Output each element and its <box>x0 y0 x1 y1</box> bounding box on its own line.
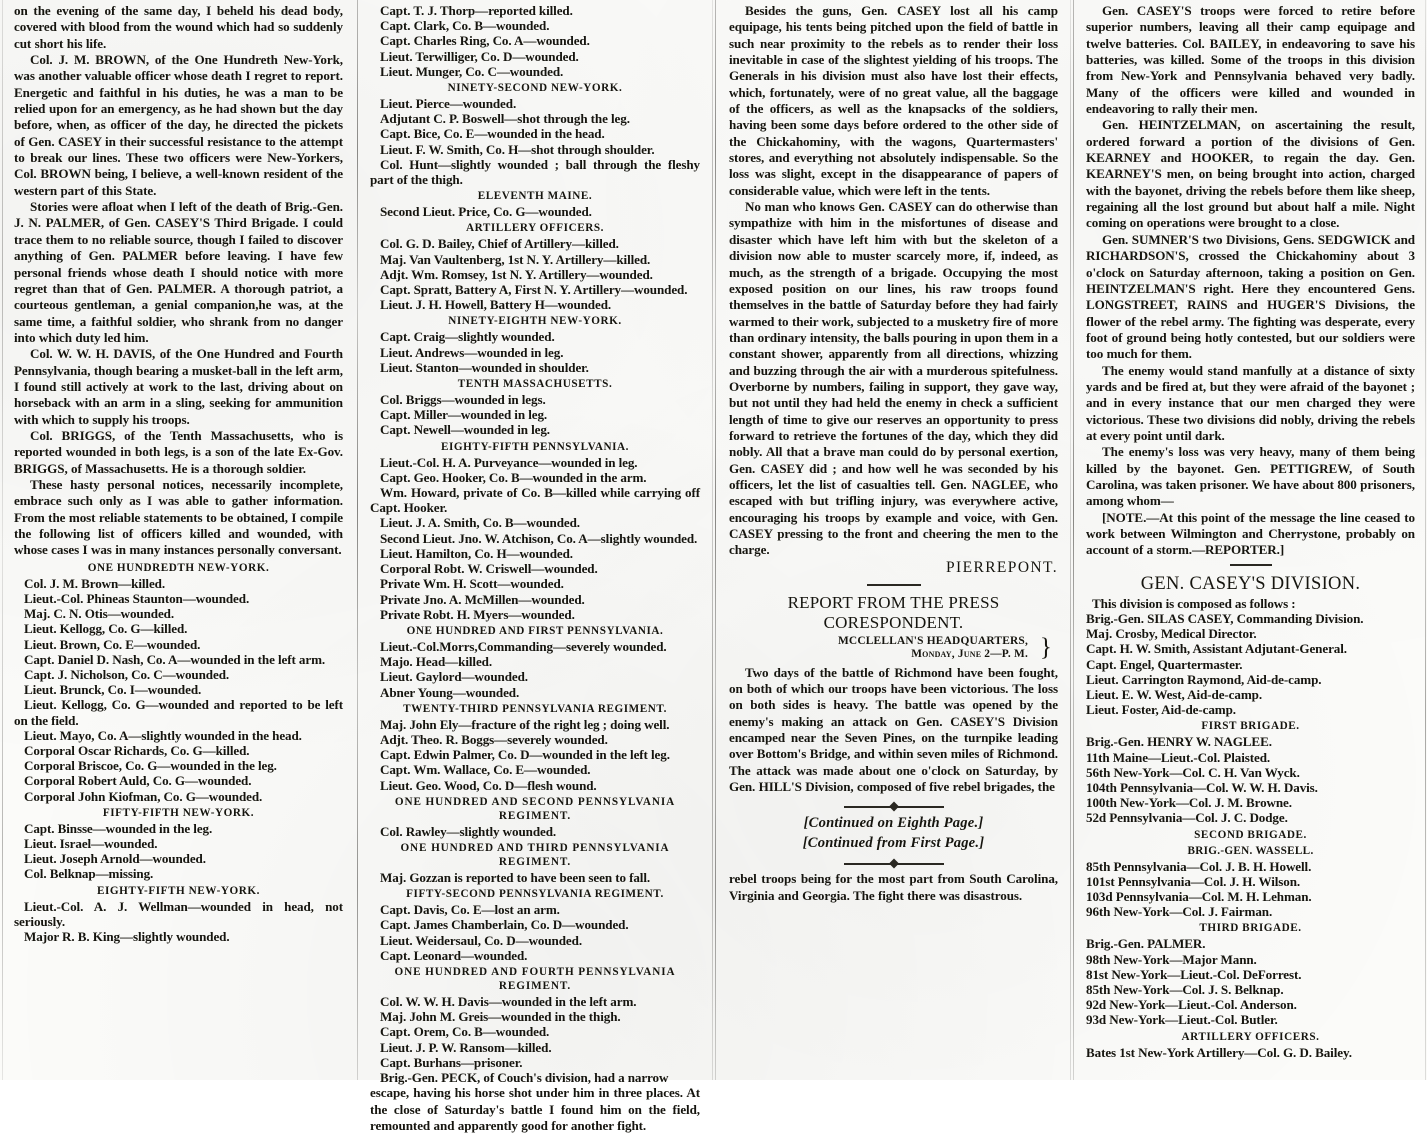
regiment-heading: TENTH MASSACHUSETTS. <box>457 378 613 391</box>
casualty-entry: Lieut. Pierce—wounded. <box>380 96 517 112</box>
casualty-entry: Capt. Charles Ring, Co. A—wounded. <box>380 33 590 49</box>
staff-entry: Lieut. E. W. West, Aid-de-camp. <box>1086 686 1262 702</box>
paragraph: Col. J. M. BROWN, of the One Hundreth New-York, was another valuable officer whose death I regret to report. Energetic and faithful in his duties, he was a man to be relied upon for an emergency, as he had shown but the day before, when, as officer of the day, he directed the pickets of Gen. CASEY in their successful resistance to the attempt to break our lines. These two officers were New-Yorkers, Col. BROWN being, I believe, a well-known resident of the western part of this State. <box>14 52 343 198</box>
paragraph: No man who knows Gen. CASEY can do otherwise than sympathize with him in the misfortunes of disease and disaster which have left him with but the skeleton of a division now able to muster scarcely more, if, indeed, as much, as the strength of a brigade. Occupying the most exposed position on our lines, his raw troops found themselves in the battle of Saturday before they had fairly warmed to their work, subjected to a musketry fire of more than ordinary intensity, the balls pouring in upon them in a constant shower, apparently from all directions, whizzing and buzzing through the air with a murderous spitefulness. Overborne by numbers, failing in support, they gave way, but not until they had held the enemy in check a sufficient length of time to give our reserves an opportunity to press forward to retrieve the fortunes of the day, which they did nobly. All that a brave man could do by personal exertion, Gen. CASEY did ; and how well he was seconded by his officers, let the list of casualties tell. Gen. NAGLEE, who escaped with but trifling injury, was everywhere active, encouraging his troops by example and voice, with Gen. CASEY pressing to the front and cheering the men to the charge. <box>729 199 1058 558</box>
casualty-entry: Wm. Howard, private of Co. B—killed while carrying off Capt. Hooker. <box>370 485 700 516</box>
casualty-entry: Col. G. D. Bailey, Chief of Artillery—killed. <box>380 236 619 252</box>
casualty-entry: Maj. John Ely—fracture of the right leg ; doing well. <box>380 716 670 732</box>
casualty-entry: Col. W. W. H. Davis—wounded in the left arm. <box>380 993 637 1009</box>
casualty-entry: Majo. Head—killed. <box>380 654 493 670</box>
casualty-entry: Capt. Clark, Co. B—wounded. <box>380 18 550 34</box>
casualty-entry: Capt. T. J. Thorp—reported killed. <box>380 3 573 18</box>
regiment-heading: ONE HUNDRED AND SECOND PENNSYLVANIA REGIMENT. <box>394 795 676 822</box>
casualty-entry: Lieut. Kellogg, Co. G—wounded and reported to be left on the field. <box>14 697 343 728</box>
brigade-commander: BRIG.-GEN. WASSELL. <box>1187 844 1314 857</box>
casualty-entry: Corporal John Kiofman, Co. G—wounded. <box>24 788 263 804</box>
casualty-entry: Lieut. Gaylord—wounded. <box>380 669 528 685</box>
paragraph: The enemy's loss was very heavy, many of them being killed by the bayonet. Gen. PETTIGREW, of South Carolina, was taken prisoner. We have about 800 prisoners, among whom— <box>1086 444 1415 509</box>
editor-note: [NOTE.—At this point of the message the line ceased to work between Wilmington and Cherrystone, probably on account of a storm.—REPORTER.] <box>1086 509 1415 558</box>
casualty-entry: Capt. Edwin Palmer, Co. D—wounded in the left leg. <box>380 747 670 763</box>
paragraph: Gen. HEINTZELMAN, on ascertaining the result, ordered forward a portion of the divisions of Gen. KEARNEY and HOOKER, to regain the day. Gen. KEARNEY'S men, on being brought into action, charged with the bayonet, driving the rebels before them like sheep, regaining all the lost ground but about half a mile. Night coming on operations were brought to a close. <box>1086 117 1415 231</box>
casualty-list <box>14 821 343 882</box>
continued-from-note: [Continued from First Page.] <box>802 835 985 852</box>
casualty-entry: Lieut. Israel—wounded. <box>24 835 158 851</box>
regiment-heading: FIFTY-SECOND PENNSYLVANIA REGIMENT. <box>406 888 664 901</box>
casualty-entry: Lieut. Andrews—wounded in leg. <box>380 344 564 360</box>
casualty-entry: Lieut.-Col.Morrs,Commanding—severely wounded. <box>380 638 667 654</box>
casualty-entry: Lieut.-Col. H. A. Purveyance—wounded in leg. <box>380 454 638 470</box>
paragraph: rebel troops being for the most part from South Carolina, Virginia and Georgia. The fight there was disastrous. <box>729 871 1058 903</box>
casualty-entry: Lieut. Brunck, Co. I—wounded. <box>24 682 202 698</box>
casualty-entry: Lieut. Joseph Arnold—wounded. <box>24 851 206 867</box>
division-intro: This division is composed as follows : <box>1092 595 1296 611</box>
newspaper-column-2 <box>356 0 714 1133</box>
casualty-entry: Lieut. J. H. Howell, Battery H—wounded. <box>380 297 612 313</box>
paragraph: The enemy would stand manfully at a distance of sixty yards and be fired at, but they were afraid of the bayonet ; and in every instance that our men charged they were victorious. These two divisions did nobly, driving the rebels at every point until dark. <box>1086 362 1415 443</box>
casualty-entry: Capt. James Chamberlain, Co. D—wounded. <box>380 917 629 933</box>
unit-entry: 85th Pennsylvania—Col. J. B. H. Howell. <box>1086 858 1312 874</box>
brigade-heading: FIRST BRIGADE. <box>1201 720 1300 733</box>
regiment-heading: NINETY-EIGHTH NEW-YORK. <box>448 315 622 328</box>
casualty-list <box>370 639 700 700</box>
casualty-list <box>370 717 700 793</box>
regiment-heading: FIFTY-FIFTH NEW-YORK. <box>102 806 255 819</box>
casualty-entry: Corporal Robt. W. Criswell—wounded. <box>380 561 598 577</box>
unit-entry: 11th Maine—Lieut.-Col. Plaisted. <box>1086 749 1271 765</box>
casualty-entry: Capt. Wm. Wallace, Co. E—wounded. <box>380 762 591 778</box>
dateline <box>729 635 1058 662</box>
casualty-entry: Lieut. Hamilton, Co. H—wounded. <box>380 545 573 561</box>
unit-entry: 100th New-York—Col. J. M. Browne. <box>1086 795 1292 811</box>
paragraph: Col. BRIGGS, of the Tenth Massachusetts, who is reported wounded in both legs, is a son of the late Ex-Gov. BRIGGS, of Massachusetts. He is a thorough soldier. <box>14 427 343 476</box>
casualty-entry: Major R. B. King—slightly wounded. <box>24 928 230 944</box>
casualty-entry: Lieut. Stanton—wounded in shoulder. <box>380 359 589 375</box>
staff-entry: Capt. H. W. Smith, Assistant Adjutant-General. <box>1086 641 1347 657</box>
brigade-heading: THIRD BRIGADE. <box>1199 922 1302 935</box>
division-staff-list <box>1086 611 1415 717</box>
casualty-entry: Second Lieut. Jno. W. Atchison, Co. A—slightly wounded. <box>380 530 698 546</box>
casualty-list <box>14 899 343 945</box>
casualty-entry: Private Robt. H. Myers—wounded. <box>380 606 575 622</box>
casualty-entry: Col. Hunt—slightly wounded ; ball through the fleshy part of the thigh. <box>370 156 700 188</box>
casualty-list <box>370 329 700 375</box>
casualty-entry: Lieut. Terwilliger, Co. D—wounded. <box>380 48 579 64</box>
casualty-entry: Capt. Bice, Co. E—wounded in the head. <box>380 126 605 142</box>
casualty-entry: Adjutant C. P. Boswell—shot through the leg. <box>380 111 630 127</box>
casualty-list <box>370 236 700 312</box>
unit-entry: 104th Pennsylvania—Col. W. W. H. Davis. <box>1086 779 1318 795</box>
unit-entry: 93d New-York—Lieut.-Col. Butler. <box>1086 1012 1278 1028</box>
brigade-heading: SECOND BRIGADE. <box>1194 828 1307 841</box>
paragraph: Gen. SUMNER'S two Divisions, Gens. SEDGWICK and RICHARDSON'S, crossed the Chickahominy about 3 o'clock on Saturday afternoon, taking a position on Gen. HEINTZELMAN'S right. Here they encountered Gens. LONGSTREET, RAINS and HUGER'S Divisions, the flower of the rebel army. The fighting was desperate, every foot of ground being hotly contested, but our soldiers were too much for them. <box>1086 231 1415 362</box>
division-intro-list <box>1086 596 1415 611</box>
regiment-heading: ONE HUNDRED AND THIRD PENNSYLVANIA REGIMENT. <box>400 841 670 868</box>
unit-entry: Brig.-Gen. HENRY W. NAGLEE. <box>1086 734 1272 750</box>
divider-rule <box>867 584 921 586</box>
unit-entry: 81st New-York—Lieut.-Col. DeForrest. <box>1086 966 1302 982</box>
brigade-unit-list <box>1086 859 1415 920</box>
unit-entry: 98th New-York—Major Mann. <box>1086 951 1257 967</box>
regiment-heading: ONE HUNDRED AND FIRST PENNSYLVANIA. <box>406 624 664 637</box>
casualty-entry: Lieut. Munger, Co. C—wounded. <box>380 63 564 79</box>
paragraph: These hasty personal notices, necessarily incomplete, embrace such only as I was able to gather information. From the most reliable statements to be obtained, I compile the following list of officers killed and wounded, with whose cases I was in many instances personally conversant. <box>14 476 343 558</box>
casualty-entry: Col. Briggs—wounded in legs. <box>380 392 546 408</box>
staff-entry: Lieut. Foster, Aid-de-camp. <box>1086 702 1236 718</box>
staff-entry: Lieut. Carrington Raymond, Aid-de-camp. <box>1086 671 1322 687</box>
newspaper-column-1 <box>0 0 356 1080</box>
unit-entry: 101st Pennsylvania—Col. J. H. Wilson. <box>1086 873 1301 889</box>
casualty-list <box>370 392 700 438</box>
casualty-entry: Capt. Newell—wounded in leg. <box>380 422 550 438</box>
casualty-entry: Lieut. Kellogg, Co. G—killed. <box>24 621 188 637</box>
unit-entry: 96th New-York—Col. J. Fairman. <box>1086 904 1273 920</box>
staff-entry: Capt. Engel, Quartermaster. <box>1086 656 1243 672</box>
casualty-entry: Lieut.-Col. Phineas Staunton—wounded. <box>24 590 250 606</box>
ornament-rule <box>729 858 1058 869</box>
regiment-heading: EIGHTY-FIFTH NEW-YORK. <box>97 884 260 897</box>
casualty-entry: Capt. Binsse—wounded in the leg. <box>24 820 213 836</box>
regiment-heading: ARTILLERY OFFICERS. <box>466 222 604 235</box>
casualty-entry: Adjt. Wm. Romsey, 1st N. Y. Artillery—wounded. <box>380 266 653 282</box>
ornament-rule <box>729 801 1058 812</box>
staff-entry: Maj. Crosby, Medical Director. <box>1086 626 1257 642</box>
paragraph: Gen. CASEY'S troops were forced to retire before superior numbers, leaving all their camp equipage and twelve batteries. Col. BAILEY, in endeavoring to save his batteries, was killed. Some of the troops in this division from New-York and Pennsylvania behaved very badly. Many of the officers were killed and wounded in endeavoring to rally their men. <box>1086 3 1415 117</box>
casualty-entry: Lieut. Brown, Co. E—wounded. <box>24 636 201 652</box>
casualty-entry: Private Jno. A. McMillen—wounded. <box>380 591 585 607</box>
casualty-list <box>370 455 700 622</box>
casualty-entry: Abner Young—wounded. <box>380 684 520 700</box>
regiment-heading: ONE HUNDREDTH NEW-YORK. <box>87 561 270 574</box>
casualty-list <box>370 902 700 963</box>
brigade-heading: ARTILLERY OFFICERS. <box>1181 1030 1320 1043</box>
brigade-unit-list <box>1086 734 1415 825</box>
brigade-unit-list <box>1086 936 1415 1027</box>
unit-entry: Brig.-Gen. PALMER. <box>1086 936 1206 952</box>
regiment-heading: ELEVENTH MAINE. <box>477 190 593 203</box>
casualty-entry: Lieut. Geo. Wood, Co. D—flesh wound. <box>380 777 597 793</box>
unit-entry: 56th New-York—Col. C. H. Van Wyck. <box>1086 764 1300 780</box>
casualty-list <box>370 96 700 187</box>
casualty-entry: Col. J. M. Brown—killed. <box>24 575 166 591</box>
casualty-entry: Capt. Spratt, Battery A, First N. Y. Artillery—wounded. <box>380 282 688 298</box>
casualty-entry: Corporal Robert Auld, Co. G—wounded. <box>24 773 252 789</box>
newspaper-column-3 <box>714 0 1072 1080</box>
regiment-heading: NINETY-SECOND NEW-YORK. <box>447 82 623 95</box>
casualty-entry: Lieut. Mayo, Co. A—slightly wounded in the head. <box>24 727 302 743</box>
continued-on-note: [Continued on Eighth Page.] <box>803 815 984 832</box>
casualty-entry: Lieut. J. P. W. Ransom—killed. <box>380 1039 552 1055</box>
dateline-date: Monday, June 2—P. M. <box>911 648 1028 661</box>
division-heading: GEN. CASEY'S DIVISION. <box>1140 573 1361 594</box>
casualty-list <box>370 3 700 79</box>
casualty-list <box>370 994 700 1085</box>
casualty-entry: Capt. Craig—slightly wounded. <box>380 329 555 345</box>
casualty-entry: Private Wm. H. Scott—wounded. <box>380 576 564 592</box>
casualty-entry: Adjt. Theo. R. Boggs—severely wounded. <box>380 731 608 747</box>
casualty-entry: Maj. Gozzan is reported to have been seen to fall. <box>380 869 651 885</box>
unit-entry: 85th New-York—Col. J. S. Belknap. <box>1086 981 1284 997</box>
casualty-entry: Second Lieut. Price, Co. G—wounded. <box>380 204 592 220</box>
unit-entry: 52d Pennsylvania—Col. J. C. Dodge. <box>1086 810 1288 826</box>
casualty-entry: Corporal Briscoe, Co. G—wounded in the leg. <box>24 758 277 774</box>
casualty-entry: Lieut. Weidersaul, Co. D—wounded. <box>380 932 582 948</box>
unit-entry: Bates 1st New-York Artillery—Col. G. D. Bailey. <box>1086 1044 1352 1060</box>
paragraph: Two days of the battle of Richmond have been fought, on both of which our troops have been victorious. The loss on both sides is heavy. The battle was opened by the enemy's making an attack on Gen. CASEY'S Division encamped near the Seven Pines, on the turnpike leading over Bottom's Bridge, and within seven miles of Richmond. The attack was made about one o'clock on Saturday, by Gen. HILL'S Division, composed of five rebel brigades, the <box>729 664 1058 794</box>
paragraph: escape, having his horse shot under him in three places. At the close of Saturday's battle I found him on the field, remounted and apparently good for another fight. <box>370 1085 700 1133</box>
casualty-entry: Capt. Geo. Hooker, Co. B—wounded in the arm. <box>380 469 647 485</box>
casualty-entry: Capt. Daniel D. Nash, Co. A—wounded in the left arm. <box>24 651 326 667</box>
casualty-entry: Capt. Miller—wounded in leg. <box>380 407 548 423</box>
casualty-entry: Capt. Orem, Co. B—wounded. <box>380 1024 550 1040</box>
divider-rule <box>1230 564 1272 566</box>
staff-entry: Brig.-Gen. SILAS CASEY, Commanding Division. <box>1086 610 1364 626</box>
regiment-heading: EIGHTY-FIFTH PENNSYLVANIA. <box>441 440 629 453</box>
dateline-brace: } <box>1039 633 1052 661</box>
casualty-list <box>370 870 700 885</box>
casualty-entry: Lieut. J. A. Smith, Co. B—wounded. <box>380 515 580 531</box>
unit-entry: 92d New-York—Lieut.-Col. Anderson. <box>1086 997 1297 1013</box>
casualty-entry: Capt. Leonard—wounded. <box>380 947 528 963</box>
dateline-location: MCCLELLAN'S HEADQUARTERS, <box>837 634 1028 647</box>
casualty-entry: Capt. Burhans—prisoner. <box>380 1054 523 1070</box>
casualty-entry: Capt. Davis, Co. E—lost an arm. <box>380 902 560 918</box>
casualty-entry: Lieut. F. W. Smith, Co. H—shot through shoulder. <box>380 141 655 157</box>
paragraph: Besides the guns, Gen. CASEY lost all his camp equipage, his tents being pitched upon the field of battle in such near proximity to the rebels as to render their loss inevitable in case of the slightest yielding of his troops. The Generals in his division must also have lost their effects, which, fortunately, were of no great value, all the baggage of the officers, as well as the knapsacks of the soldiers, having been some days before ordered to the other side of the Chickahominy, with the wagons, Quartermasters' stores, and everything not absolutely indispensable. So the loss was slight, except in the disappearance of papers of considerable value, which were left in the tents. <box>729 3 1058 198</box>
paragraph: Col. W. W. H. DAVIS, of the One Hundred and Fourth Pennsylvania, though bearing a musket-ball in the left arm, I found still actively at work to the last, driving about on horseback with an arm in a sling, seeking for ammunition with which to supply his troops. <box>14 346 343 427</box>
section-heading: REPORT FROM THE PRESS CORESPONDENT. <box>787 592 1000 632</box>
correspondent-signature: PIERREPONT. <box>946 558 1058 576</box>
regiment-heading: TWENTY-THIRD PENNSYLVANIA REGIMENT. <box>403 702 667 715</box>
casualty-entry: Corporal Oscar Richards, Co. G—killed. <box>24 742 250 758</box>
casualty-entry: Capt. J. Nicholson, Co. C—wounded. <box>24 666 230 682</box>
brigade-unit-list <box>1086 1045 1415 1060</box>
newspaper-column-4 <box>1072 0 1427 1080</box>
casualty-entry: Col. Rawley—slightly wounded. <box>380 823 557 839</box>
casualty-entry: Col. Belknap—missing. <box>24 866 154 882</box>
unit-entry: 103d Pennsylvania—Col. M. H. Lehman. <box>1086 888 1312 904</box>
casualty-list <box>370 824 700 839</box>
casualty-entry: Brig.-Gen. PECK, of Couch's division, had a narrow <box>380 1069 669 1085</box>
paragraph: Stories were afloat when I left of the death of Brig.-Gen. J. N. PALMER, of Gen. CASEY'S Third Brigade. I could trace them to no reliable source, though I failed to discover anything of Gen. PALMER before leaving. I have few personal friends whose death I should notice with more regret than that of Gen. PALMER. A thorough patriot, a courteous gentleman, a genial companion,he was, at the same time, a faithful soldier, who shrank from no danger into which duty led him. <box>14 199 343 345</box>
casualty-entry: Maj. C. N. Otis—wounded. <box>24 606 175 622</box>
casualty-entry: Maj. John M. Greis—wounded in the thigh. <box>380 1009 621 1025</box>
paragraph: on the evening of the same day, I beheld his dead body, covered with blood from the wound which had so suddenly cut short his life. <box>14 3 343 51</box>
casualty-entry: Maj. Van Vaultenberg, 1st N. Y. Artillery—killed. <box>380 251 651 267</box>
casualty-list <box>370 204 700 219</box>
casualty-entry: Lieut.-Col. A. J. Wellman—wounded in head, not seriously. <box>14 898 343 929</box>
casualty-list <box>14 576 343 804</box>
regiment-heading: ONE HUNDRED AND FOURTH PENNSYLVANIA REGIMENT. <box>394 965 676 992</box>
